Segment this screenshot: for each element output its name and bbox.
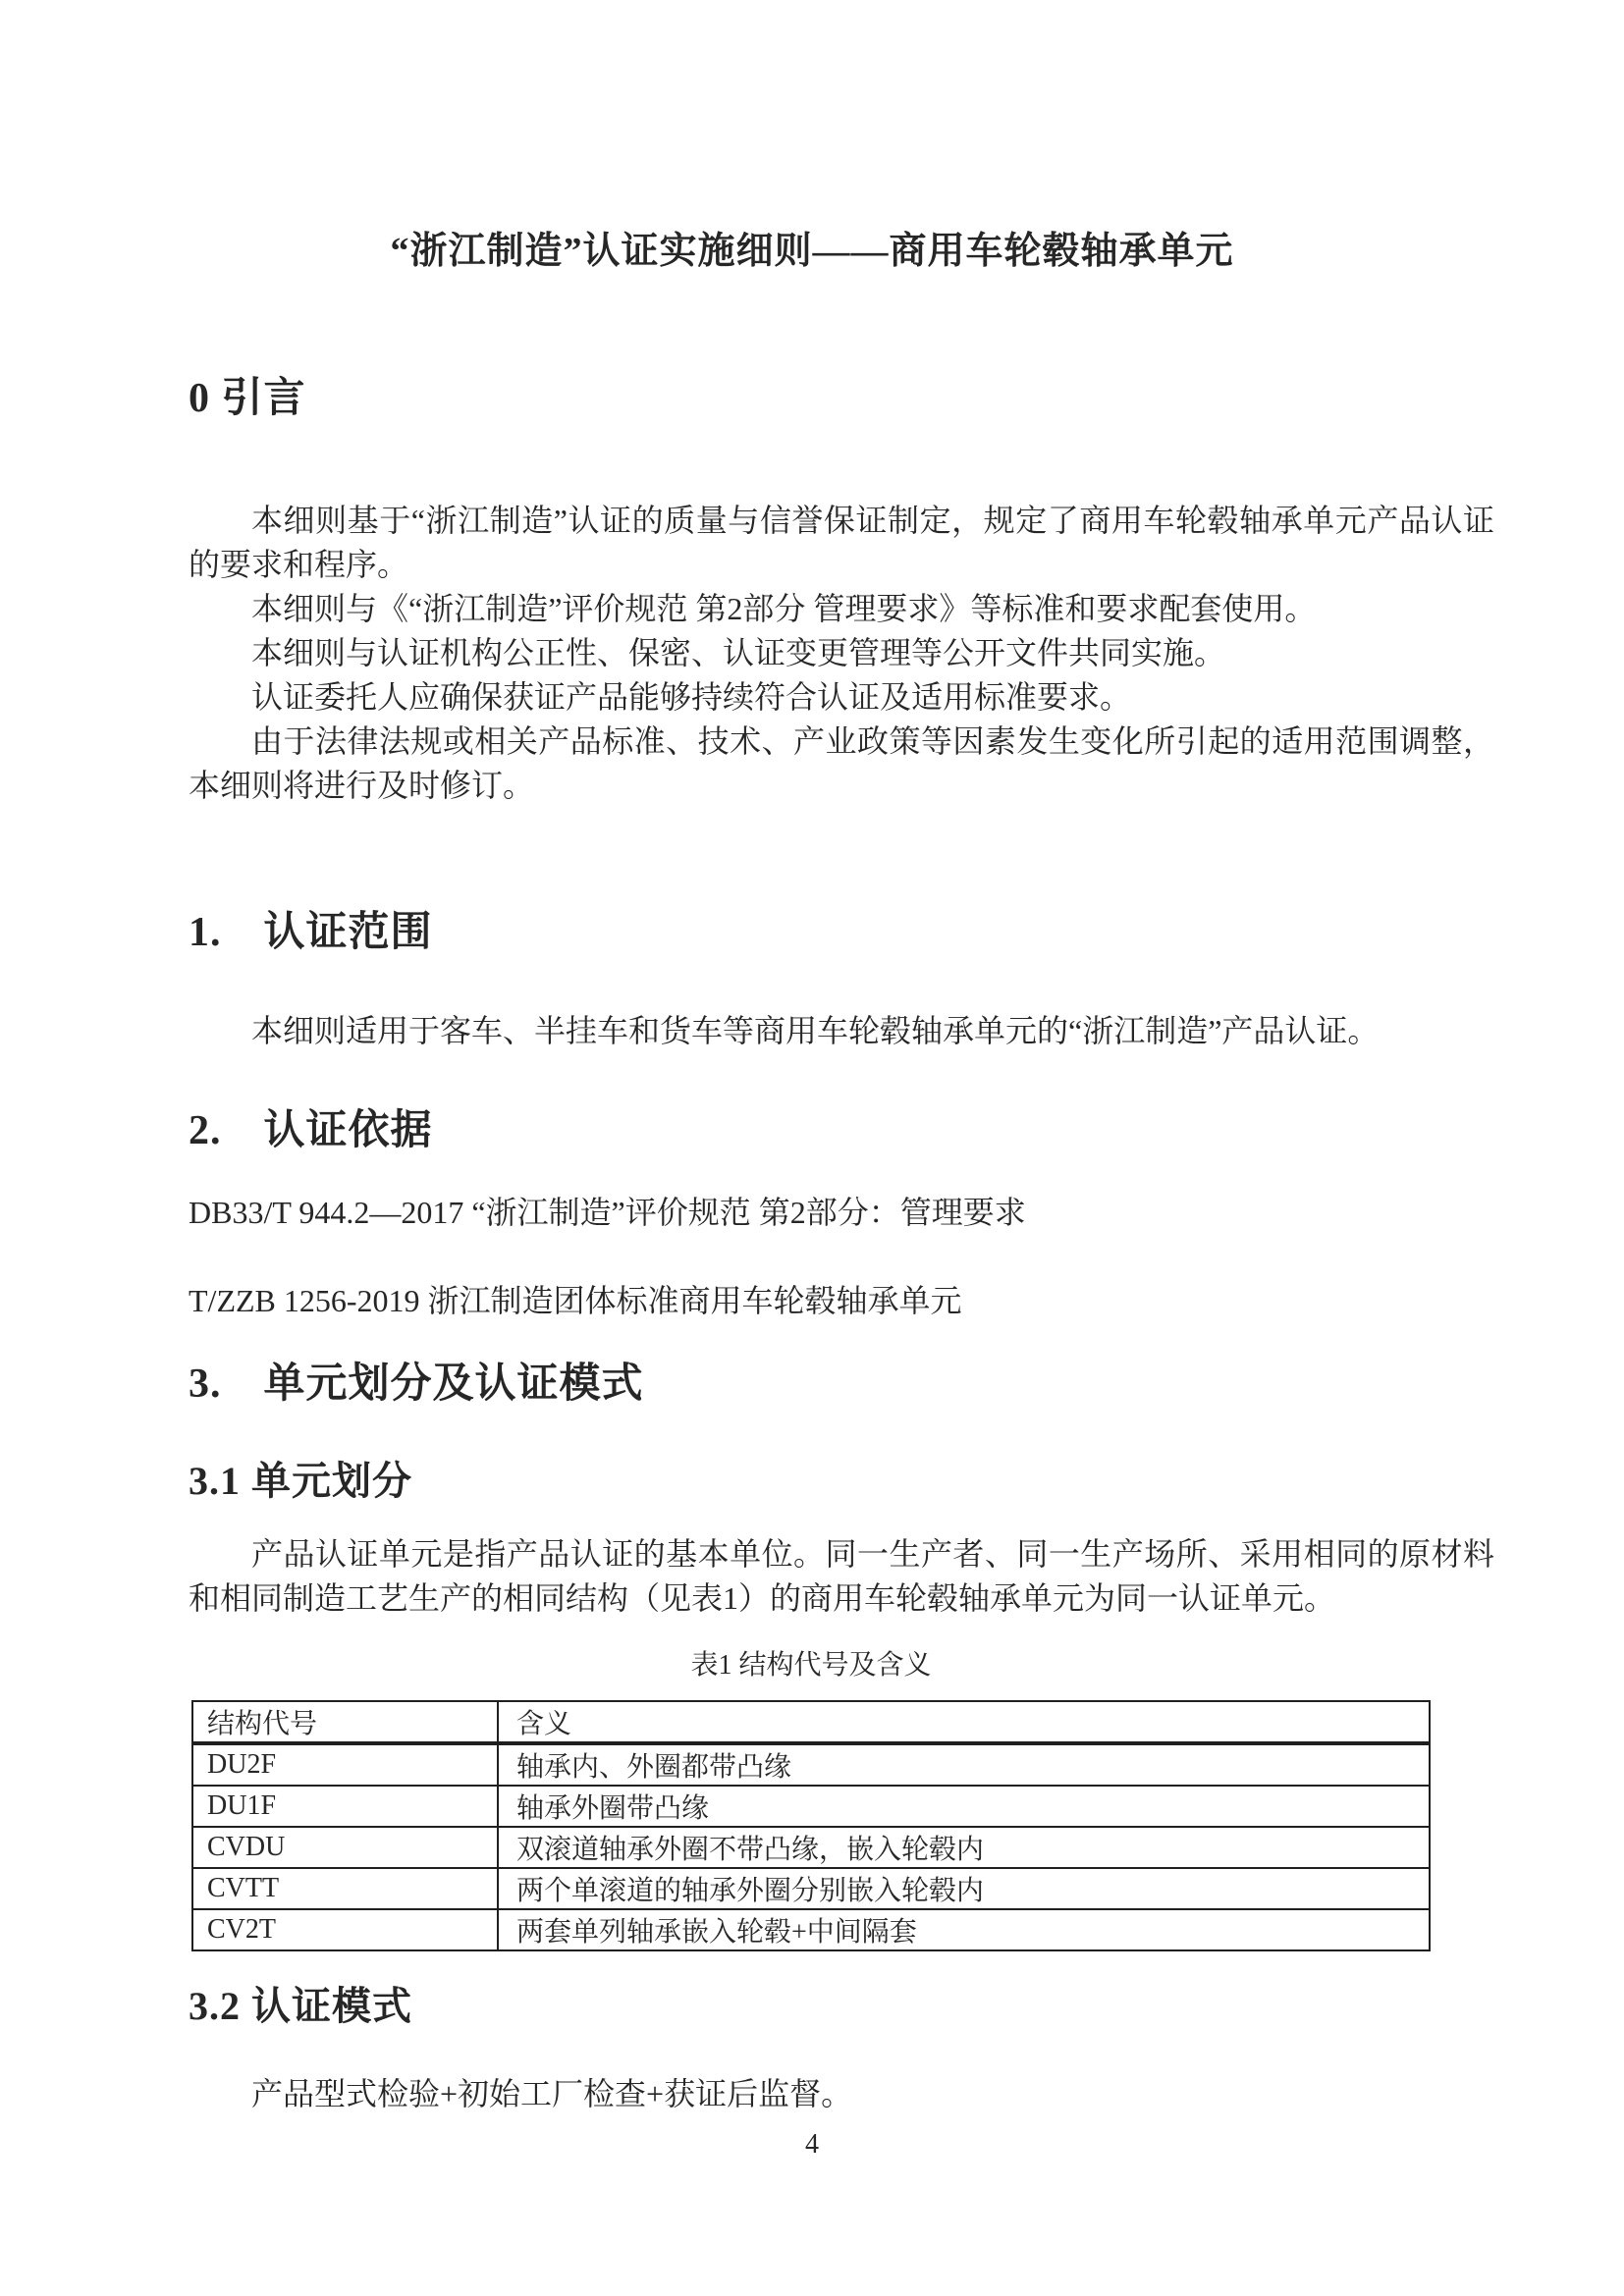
table-cell-code: DU2F	[192, 1743, 498, 1786]
table-row	[192, 1868, 1430, 1909]
unit-mode-paragraph: 产品型式检验+初始工厂检查+获证后监督。	[251, 2076, 853, 2111]
heading-basis: 2. 认证依据	[189, 1108, 433, 1153]
table-row	[192, 1909, 1430, 1950]
intro-paragraphs	[189, 499, 1494, 808]
intro-paragraph-3: 本细则与认证机构公正性、保密、认证变更管理等公开文件共同实施。	[251, 635, 1226, 670]
heading-unit-mode: 3.2 认证模式	[189, 1984, 412, 2028]
intro-paragraph-5: 由于法律法规或相关产品标准、技术、产业政策等因素发生变化所引起的适用范围调整，本细则将进行及时修订。	[189, 723, 1494, 803]
table-cell-code: CV2T	[192, 1909, 498, 1950]
heading-scope: 1. 认证范围	[189, 910, 433, 955]
reference-tzzb: T/ZZB 1256-2019 浙江制造团体标准商用车轮毂轴承单元	[189, 1283, 962, 1318]
table-cell-code: CVDU	[192, 1827, 498, 1868]
table-row	[192, 1827, 1430, 1868]
heading-intro: 0 引言	[189, 376, 306, 421]
table-cell-code: DU1F	[192, 1786, 498, 1827]
unit-division-paragraph-block	[189, 1532, 1494, 1621]
table-cell-code: CVTT	[192, 1868, 498, 1909]
scope-paragraph-block	[189, 1009, 1494, 1053]
table-row	[192, 1786, 1430, 1827]
heading-unit: 3. 单元划分及认证模式	[189, 1362, 644, 1407]
table-cell-meaning: 轴承外圈带凸缘	[498, 1786, 1430, 1827]
table-cell-meaning: 两套单列轴承嵌入轮毂+中间隔套	[498, 1909, 1430, 1950]
scope-paragraph: 本细则适用于客车、半挂车和货车等商用车轮毂轴承单元的“浙江制造”产品认证。	[251, 1013, 1380, 1048]
table-row	[192, 1743, 1430, 1786]
page-title: “浙江制造”认证实施细则——商用车轮毂轴承单元	[390, 231, 1234, 272]
intro-paragraph-4: 认证委托人应确保获证产品能够持续符合认证及适用标准要求。	[251, 679, 1132, 715]
table-cell-meaning: 双滚道轴承外圈不带凸缘，嵌入轮毂内	[498, 1827, 1430, 1868]
table-header-code: 结构代号	[192, 1701, 498, 1743]
unit-division-paragraph: 产品认证单元是指产品认证的基本单位。同一生产者、同一生产场所、采用相同的原材料和相同制造工艺生产的相同结构（见表1）的商用车轮毂轴承单元为同一认证单元。	[189, 1536, 1494, 1616]
heading-unit-division: 3.1 单元划分	[189, 1459, 412, 1503]
reference-db33: DB33/T 944.2—2017 “浙江制造”评价规范 第2部分：管理要求	[189, 1195, 1026, 1230]
table-cell-meaning: 轴承内、外圈都带凸缘	[498, 1743, 1430, 1786]
table1-caption: 表1 结构代号及含义	[690, 1650, 932, 1681]
page-number: 4	[805, 2129, 819, 2160]
table1-structure-codes	[191, 1700, 1431, 1951]
unit-mode-paragraph-block	[189, 2072, 1494, 2116]
intro-paragraph-1: 本细则基于“浙江制造”认证的质量与信誉保证制定，规定了商用车轮毂轴承单元产品认证的要求和程序。	[189, 503, 1494, 582]
intro-paragraph-2: 本细则与《“浙江制造”评价规范 第2部分 管理要求》等标准和要求配套使用。	[251, 591, 1317, 626]
table-header-row	[192, 1701, 1430, 1743]
table-cell-meaning: 两个单滚道的轴承外圈分别嵌入轮毂内	[498, 1868, 1430, 1909]
table-header-meaning: 含义	[498, 1701, 1430, 1743]
